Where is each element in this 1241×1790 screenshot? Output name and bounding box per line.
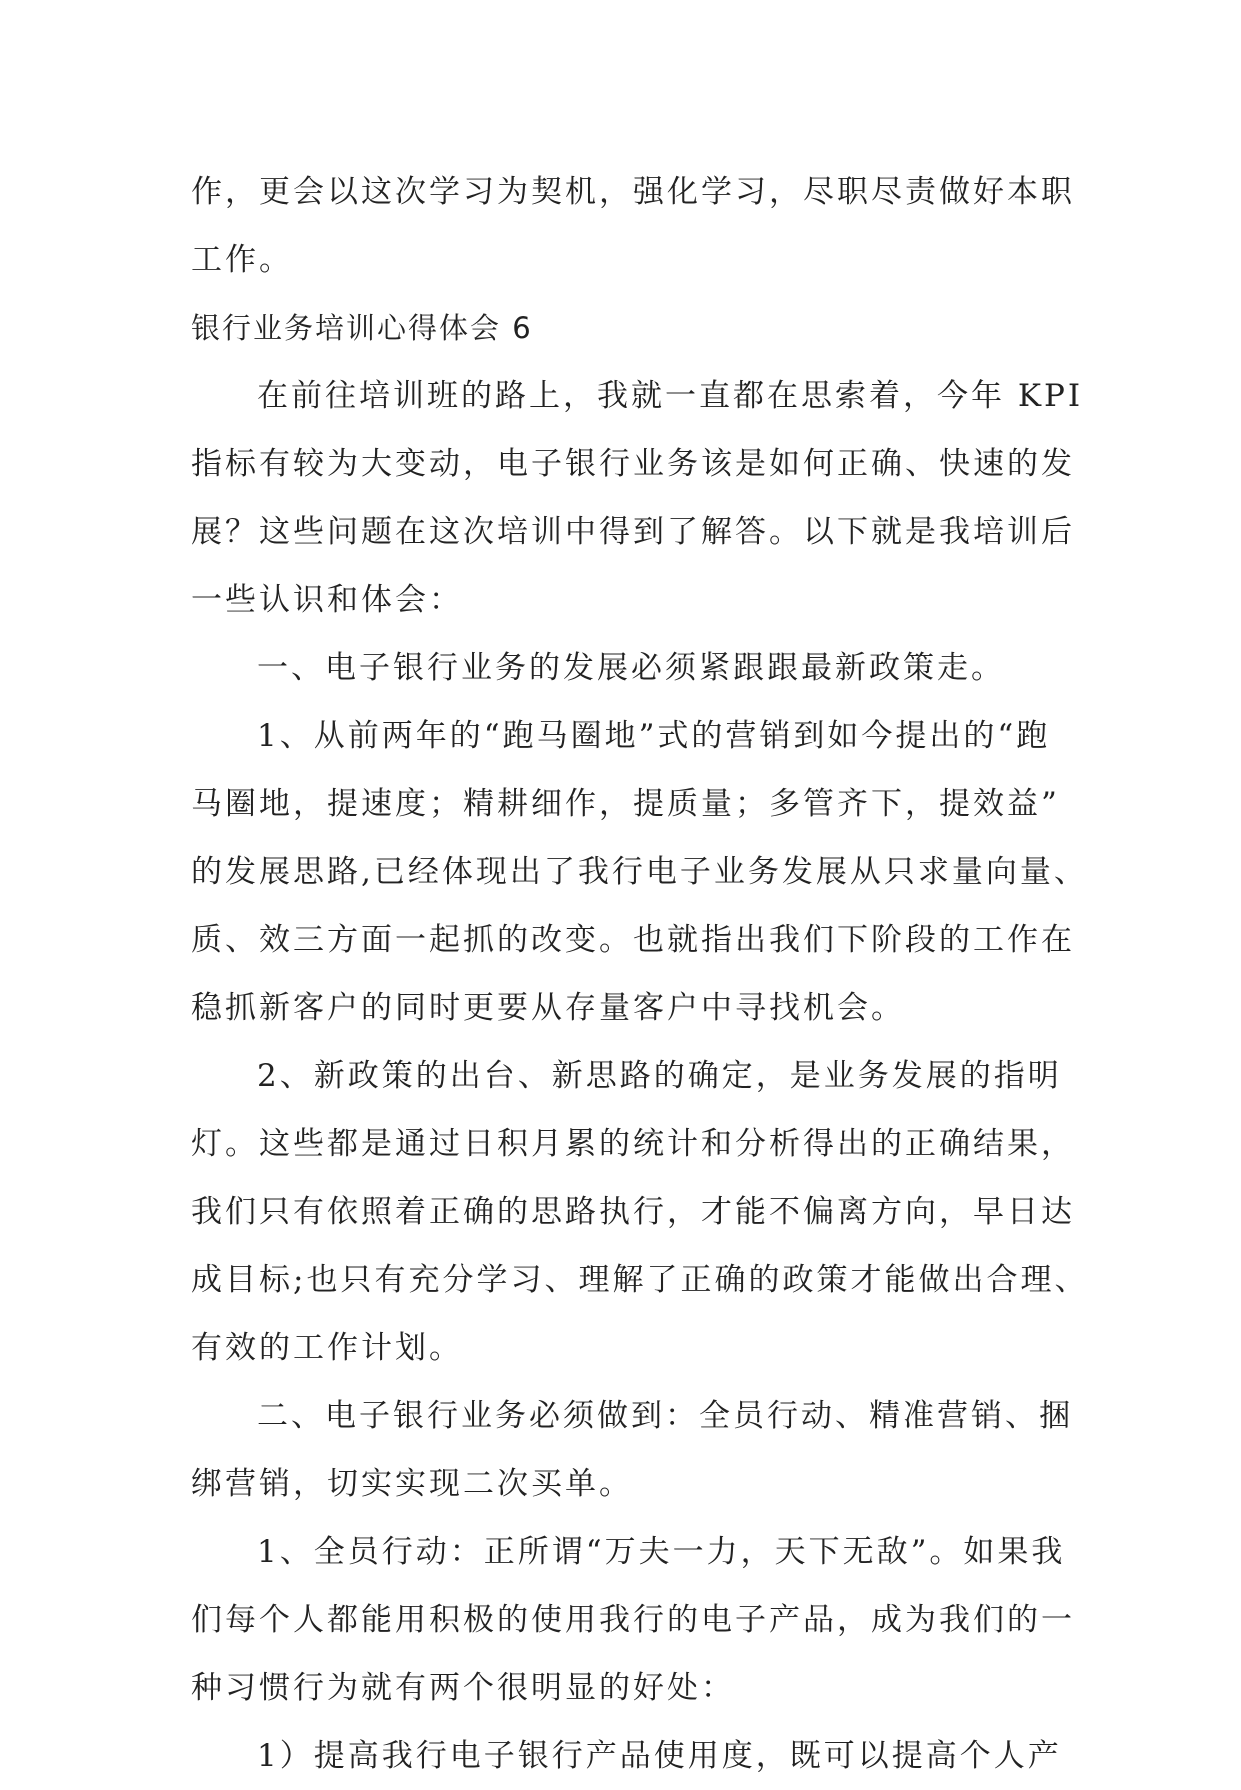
text-line: 灯。这些都是通过日积月累的统计和分析得出的正确结果， (191, 1126, 1075, 1162)
text-line: 指标有较为大变动，电子银行业务该是如何正确、快速的发 (191, 446, 1075, 482)
text-line: 1、从前两年的“跑马圈地”式的营销到如今提出的“跑 (257, 718, 1051, 754)
text-line: 我们只有依照着正确的思路执行，才能不偏离方向，早日达 (191, 1194, 1075, 1230)
text-line: 成目标;也只有充分学习、理解了正确的政策才能做出合理、 (191, 1262, 1089, 1298)
text-line: 1、全员行动：正所谓“万夫一力，天下无敌”。如果我 (257, 1534, 1066, 1570)
text-line: 绑营销，切实实现二次买单。 (191, 1466, 633, 1502)
text-line: 工作。 (191, 242, 293, 278)
text-line: 稳抓新客户的同时更要从存量客户中寻找机会。 (191, 990, 905, 1026)
text-line: 的发展思路,已经体现出了我行电子业务发展从只求量向量、 (191, 854, 1088, 890)
text-line: 作，更会以这次学习为契机，强化学习，尽职尽责做好本职 (191, 174, 1075, 210)
text-line: 马圈地，提速度；精耕细作，提质量；多管齐下，提效益” (191, 786, 1060, 822)
text-line: 种习惯行为就有两个很明显的好处： (191, 1670, 735, 1706)
text-line: 在前往培训班的路上，我就一直都在思索着，今年 KPI (257, 378, 1084, 414)
section-title: 银行业务培训心得体会 6 (191, 311, 533, 345)
document-page (191, 158, 1089, 1790)
text-line: 质、效三方面一起抓的改变。也就指出我们下阶段的工作在 (191, 922, 1075, 958)
text-line: 有效的工作计划。 (191, 1330, 463, 1366)
text-line: 1）提高我行电子银行产品使用度，既可以提高个人产 (257, 1738, 1062, 1774)
text-line: 一、电子银行业务的发展必须紧跟跟最新政策走。 (257, 650, 1005, 686)
text-line: 们每个人都能用积极的使用我行的电子产品，成为我们的一 (191, 1602, 1075, 1638)
text-line: 展？这些问题在这次培训中得到了解答。以下就是我培训后 (191, 514, 1075, 550)
text-line: 二、电子银行业务必须做到：全员行动、精准营销、捆 (257, 1398, 1073, 1434)
text-line: 一些认识和体会： (191, 582, 463, 618)
text-line: 2、新政策的出台、新思路的确定，是业务发展的指明 (257, 1058, 1062, 1094)
